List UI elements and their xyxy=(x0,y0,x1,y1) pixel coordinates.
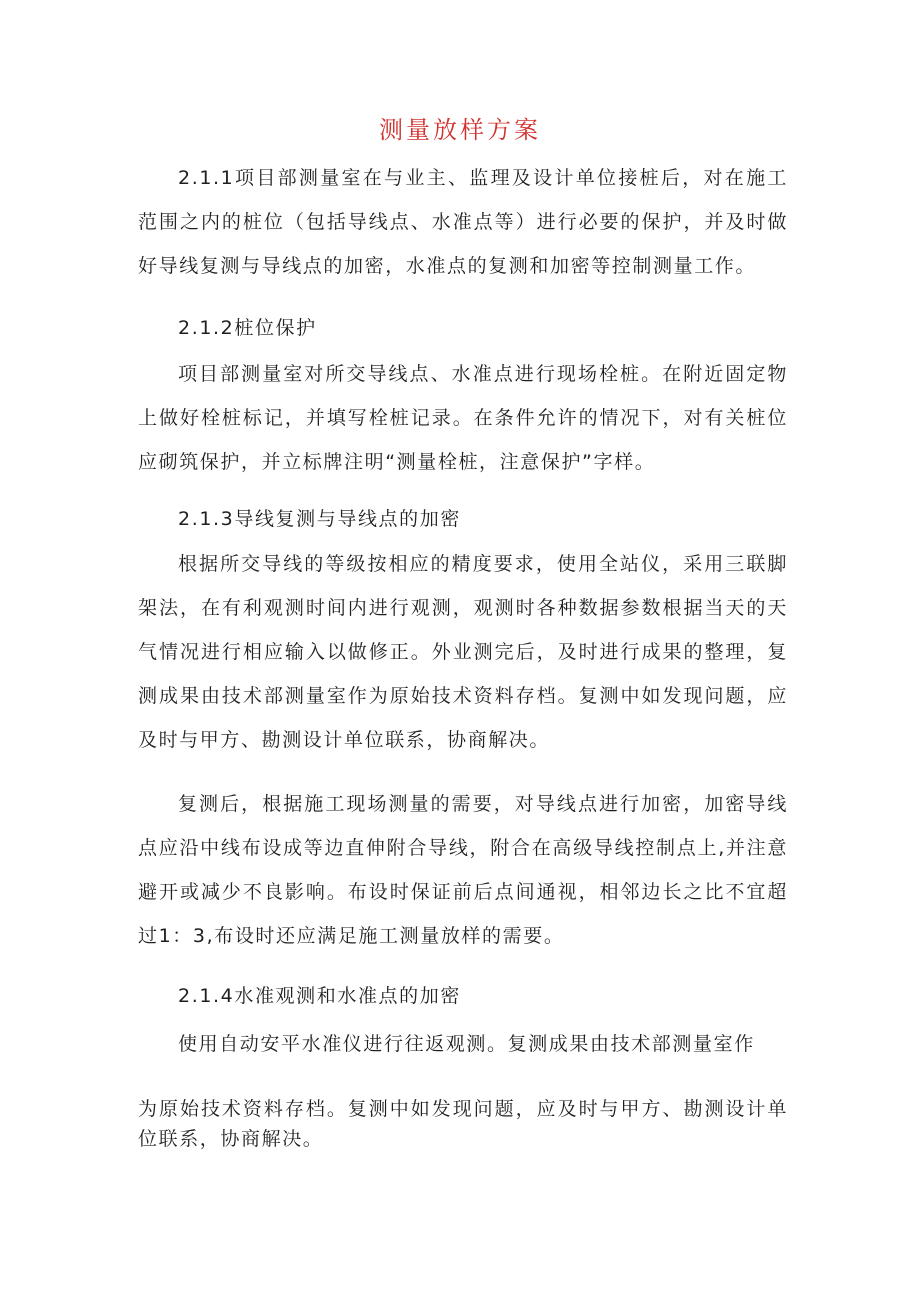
section-2-1-2-paragraph: 项目部测量室对所交导线点、水准点进行现场栓桩。在附近固定物上做好栓桩标记，并填写栓桩记录。在条件允许的情况下，对有关桩位应砌筑保护，并立标牌注明“测量栓桩，注意保护”字样。 xyxy=(138,363,788,473)
section-2-1-4-paragraph-line-1: 使用自动安平水准仪进行往返观测。复测成果由技术部测量室作 xyxy=(178,1033,755,1055)
section-2-1-2-heading: 2.1.2桩位保护 xyxy=(178,317,317,339)
section-2-1-4-heading: 2.1.4水准观测和水准点的加密 xyxy=(178,985,461,1007)
section-2-1-3-heading: 2.1.3导线复测与导线点的加密 xyxy=(178,508,461,530)
section-2-1-3-paragraph-1: 根据所交导线的等级按相应的精度要求，使用全站仪，采用三联脚架法，在有利观测时间内进行观测，观测时各种数据参数根据当天的天气情况进行相应输入以做修正。外业测完后，及时进行成果的整理，复测成果由技术部测量室作为原始技术资料存档。复测中如发现问题，应及时与甲方、勘测设计单位联系，协商解决。 xyxy=(138,553,788,751)
section-2-1-3-paragraph-2: 复测后，根据施工现场测量的需要，对导线点进行加密，加密导线点应沿中线布设成等边直伸附合导线，附合在高级导线控制点上,并注意避开或减少不良影响。布设时保证前后点间通视，相邻边长之比不宜超过1：3,布设时还应满足施工测量放样的需要。 xyxy=(138,793,788,947)
section-2-1-1-paragraph: 2.1.1项目部测量室在与业主、监理及设计单位接桩后，对在施工范围之内的桩位（包括导线点、水准点等）进行必要的保护，并及时做好导线复测与导线点的加密，水准点的复测和加密等控制测量工作。 xyxy=(138,167,788,277)
document-title: 测量放样方案 xyxy=(379,116,541,144)
section-2-1-4-paragraph-rest: 为原始技术资料存档。复测中如发现问题，应及时与甲方、勘测设计单位联系，协商解决。 xyxy=(138,1098,788,1150)
